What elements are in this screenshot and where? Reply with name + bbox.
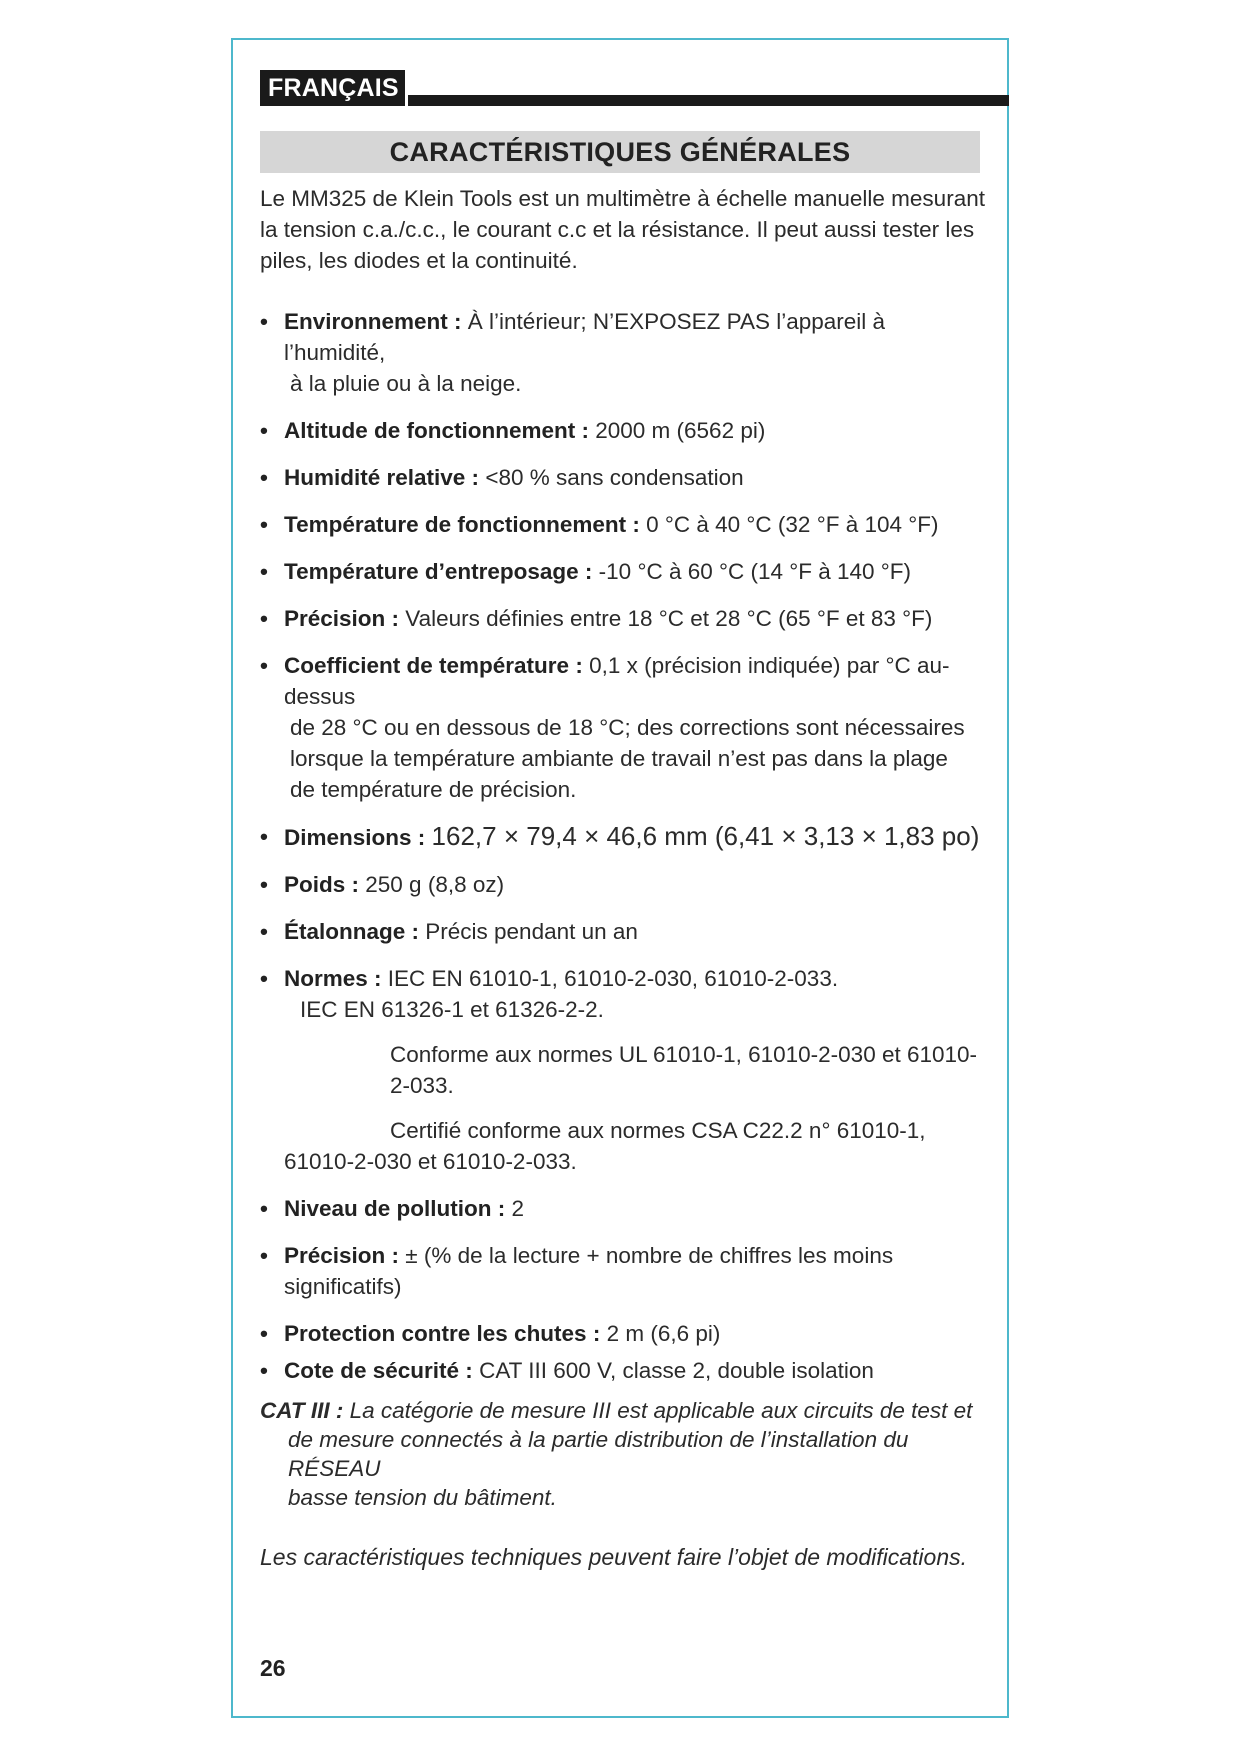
spec-key: Coefficient de température : [284, 653, 583, 678]
spec-key: Précision : [284, 606, 400, 631]
spec-item-drop-protection [260, 1318, 988, 1349]
spec-item-standards [260, 963, 988, 1177]
spec-key: Température d’entreposage : [284, 559, 593, 584]
spec-key: Protection contre les chutes : [284, 1321, 601, 1346]
spec-continuation: à la pluie ou à la neige. [290, 371, 522, 396]
spec-item-humidity [260, 462, 988, 493]
specifications-disclaimer: Les caractéristiques techniques peuvent faire l’objet de modifications. [260, 1544, 968, 1570]
spec-value: -10 °C à 60 °C (14 °F à 140 °F) [592, 559, 912, 584]
spec-item-pollution [260, 1193, 988, 1224]
spec-key: Étalonnage : [284, 919, 420, 944]
spec-key: Température de fonctionnement : [284, 512, 640, 537]
spec-item-weight [260, 869, 988, 900]
language-header-bar [260, 70, 1009, 106]
spec-list [260, 306, 988, 1386]
spec-key: Normes : [284, 966, 382, 991]
standards-line: IEC EN 61326-1 et 61326-2-2. [300, 997, 604, 1022]
spec-value: À l’intérieur; N’EXPOSEZ PAS l’appareil à l’humidité, [284, 309, 886, 365]
spec-key: Niveau de pollution : [284, 1196, 506, 1221]
section-title: CARACTÉRISTIQUES GÉNÉRALES [260, 131, 980, 173]
spec-item-temperature-coefficient [260, 650, 988, 805]
spec-key: Précision : [284, 1243, 400, 1268]
spec-value: <80 % sans condensation [479, 465, 744, 490]
spec-continuation: de 28 °C ou en dessous de 18 °C; des corrections sont nécessaires [290, 715, 965, 740]
spec-content [260, 183, 988, 1573]
standards-line: Conforme aux normes UL 61010-1, 61010-2-030 et 61010-2-033. [390, 1042, 978, 1098]
spec-item-safety-rating [260, 1355, 988, 1386]
spec-item-operating-temperature [260, 509, 988, 540]
spec-continuation: de température de précision. [290, 777, 577, 802]
spec-item-altitude [260, 415, 988, 446]
spec-item-environment [260, 306, 988, 399]
note-continuation: basse tension du bâtiment. [288, 1485, 557, 1510]
spec-value: IEC EN 61010-1, 61010-2-030, 61010-2-033. [381, 966, 839, 991]
spec-key: Cote de sécurité : [284, 1358, 473, 1383]
cat-iii-note [260, 1396, 988, 1512]
spec-item-storage-temperature [260, 556, 988, 587]
spec-value: 0,1 x (précision indiquée) par °C au-dessus [284, 653, 950, 709]
spec-value: 250 g (8,8 oz) [359, 872, 505, 897]
intro-paragraph: Le MM325 de Klein Tools est un multimètre à échelle manuelle mesurant la tension c.a./c.c., le courant c.c et la résistance. Il peut aussi tester les piles, les diodes et la continuité. [260, 186, 985, 273]
spec-value: Précis pendant un an [419, 919, 638, 944]
spec-value: 2 [505, 1196, 525, 1221]
page-number: 26 [260, 1655, 286, 1681]
note-continuation: de mesure connectés à la partie distribution de l’installation du RÉSEAU [288, 1427, 909, 1481]
standards-line: Certifié conforme aux normes CSA C22.2 n° 61010-1, [390, 1118, 926, 1143]
note-value: La catégorie de mesure III est applicable aux circuits de test et [343, 1398, 973, 1423]
spec-item-dimensions [260, 821, 988, 853]
standards-line: 61010-2-030 et 61010-2-033. [284, 1149, 577, 1174]
note-key: CAT III : [260, 1398, 344, 1423]
spec-key: Poids : [284, 872, 360, 897]
spec-continuation: lorsque la température ambiante de travail n’est pas dans la plage [290, 746, 948, 771]
spec-value: 162,7 × 79,4 × 46,6 mm (6,41 × 3,13 × 1,83 po) [431, 821, 980, 851]
spec-value: Valeurs définies entre 18 °C et 28 °C (65 °F et 83 °F) [399, 606, 933, 631]
spec-item-accuracy-format [260, 1240, 988, 1302]
spec-key: Humidité relative : [284, 465, 480, 490]
spec-value: ± (% de la lecture + nombre de chiffres les moins significatifs) [284, 1243, 894, 1299]
spec-value: 0 °C à 40 °C (32 °F à 104 °F) [639, 512, 939, 537]
language-tag: FRANÇAIS [260, 70, 408, 106]
spec-value: 2 m (6,6 pi) [600, 1321, 721, 1346]
spec-key: Dimensions : [284, 825, 426, 850]
spec-item-calibration [260, 916, 988, 947]
spec-key: Environnement : [284, 309, 462, 334]
spec-value: 2000 m (6562 pi) [588, 418, 766, 443]
spec-key: Altitude de fonctionnement : [284, 418, 589, 443]
spec-item-accuracy-range [260, 603, 988, 634]
spec-value: CAT III 600 V, classe 2, double isolation [472, 1358, 874, 1383]
